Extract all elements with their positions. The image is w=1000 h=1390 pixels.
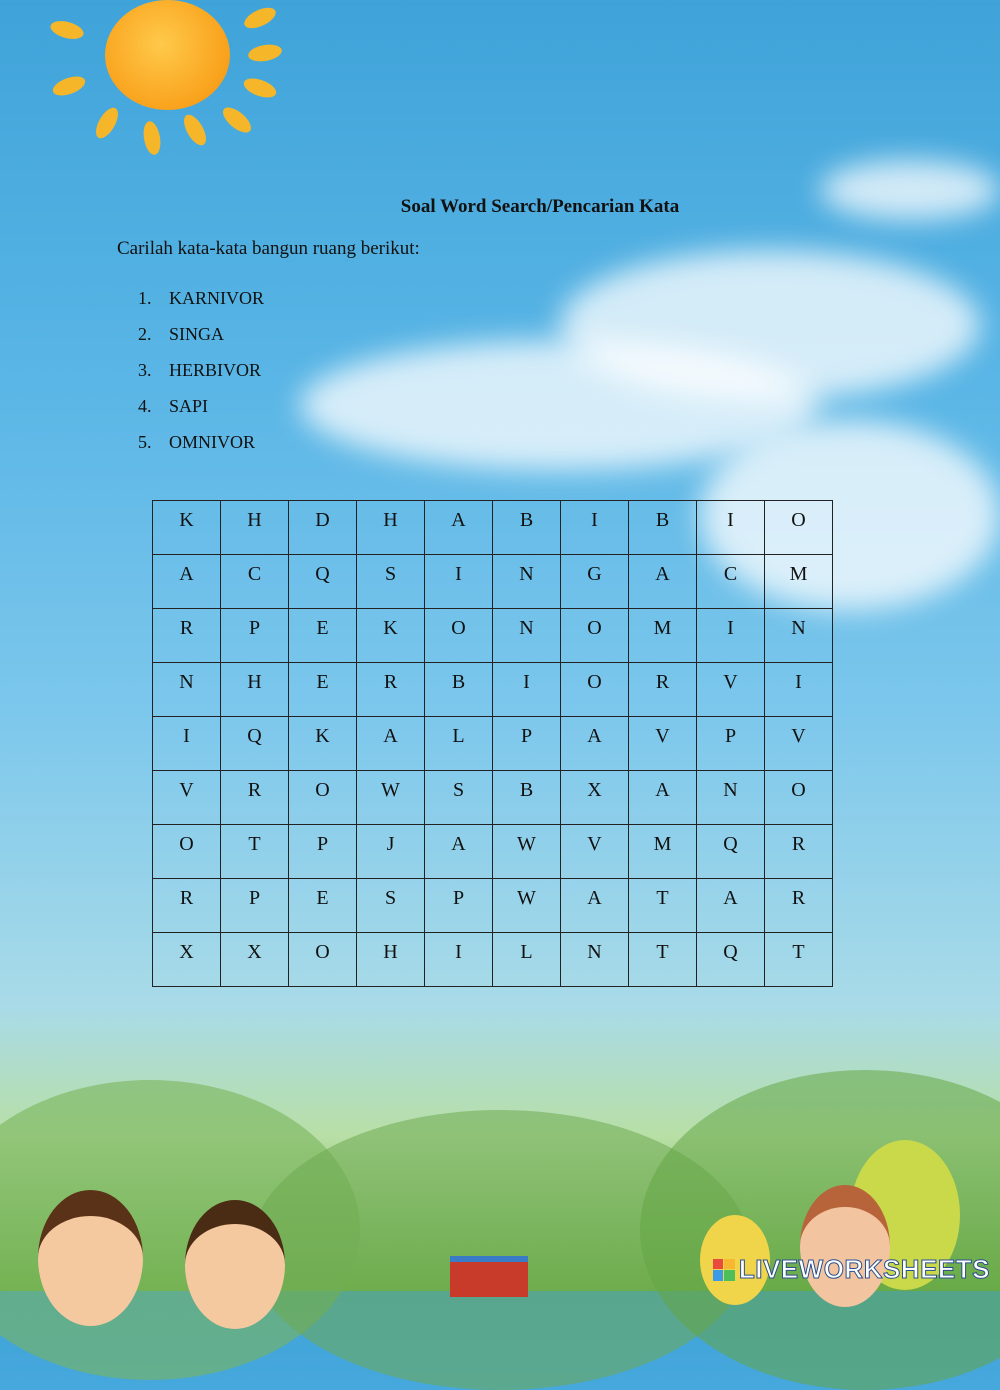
grid-row	[153, 879, 833, 933]
word-herbivor: HERBIVOR	[169, 359, 262, 380]
grid-cell[interactable]: R	[765, 879, 833, 933]
grid-cell[interactable]: N	[493, 609, 561, 663]
list-number: 2.	[138, 323, 152, 344]
grid-cell[interactable]: Q	[697, 825, 765, 879]
grid-cell[interactable]: O	[425, 609, 493, 663]
grid-cell[interactable]: S	[357, 555, 425, 609]
grid-cell[interactable]: R	[153, 609, 221, 663]
grid-cell[interactable]: J	[357, 825, 425, 879]
grid-cell[interactable]: R	[765, 825, 833, 879]
grid-cell[interactable]: V	[153, 771, 221, 825]
grid-cell[interactable]: K	[357, 609, 425, 663]
grid-cell[interactable]: O	[153, 825, 221, 879]
grid-cell[interactable]: M	[629, 609, 697, 663]
grid-cell[interactable]: W	[357, 771, 425, 825]
grid-cell[interactable]: S	[357, 879, 425, 933]
grid-cell[interactable]: A	[357, 717, 425, 771]
grid-cell[interactable]: C	[221, 555, 289, 609]
grid-cell[interactable]: L	[425, 717, 493, 771]
grid-cell[interactable]: P	[493, 717, 561, 771]
grid-row	[153, 555, 833, 609]
grid-cell[interactable]: T	[629, 879, 697, 933]
grid-cell[interactable]: M	[765, 555, 833, 609]
grid-row	[153, 501, 833, 555]
grid-cell[interactable]: P	[289, 825, 357, 879]
grid-cell[interactable]: E	[289, 879, 357, 933]
liveworksheets-logo	[713, 1254, 990, 1285]
grid-cell[interactable]: N	[765, 609, 833, 663]
grid-cell[interactable]: R	[357, 663, 425, 717]
grid-cell[interactable]: V	[629, 717, 697, 771]
list-number: 1.	[138, 287, 152, 308]
grid-row	[153, 825, 833, 879]
grid-cell[interactable]: B	[629, 501, 697, 555]
grid-cell[interactable]: O	[561, 609, 629, 663]
grid-cell[interactable]: I	[153, 717, 221, 771]
grid-cell[interactable]: Q	[221, 717, 289, 771]
grid-cell[interactable]: B	[493, 771, 561, 825]
grid-cell[interactable]: A	[561, 717, 629, 771]
grid-cell[interactable]: I	[561, 501, 629, 555]
brand-name: LIVEWORKSHEETS	[738, 1254, 990, 1284]
grid-row	[153, 771, 833, 825]
word-karnivor: KARNIVOR	[169, 287, 265, 308]
grid-cell[interactable]: N	[493, 555, 561, 609]
grid-cell[interactable]: H	[357, 933, 425, 987]
grid-cell[interactable]: R	[629, 663, 697, 717]
grid-cell[interactable]: K	[289, 717, 357, 771]
grid-cell[interactable]: Q	[289, 555, 357, 609]
grid-cell[interactable]: G	[561, 555, 629, 609]
grid-cell[interactable]: B	[425, 663, 493, 717]
grid-cell[interactable]: I	[697, 501, 765, 555]
grid-cell[interactable]: P	[221, 609, 289, 663]
grid-cell[interactable]: N	[697, 771, 765, 825]
grid-cell[interactable]: C	[697, 555, 765, 609]
grid-cell[interactable]: E	[289, 663, 357, 717]
grid-cell[interactable]: A	[153, 555, 221, 609]
grid-cell[interactable]: Q	[697, 933, 765, 987]
grid-cell[interactable]: V	[697, 663, 765, 717]
grid-cell[interactable]: V	[561, 825, 629, 879]
grid-cell[interactable]: P	[221, 879, 289, 933]
list-number: 5.	[138, 431, 152, 452]
grid-cell[interactable]: O	[765, 501, 833, 555]
grid-cell[interactable]: A	[697, 879, 765, 933]
grid-cell[interactable]: O	[561, 663, 629, 717]
grid-cell[interactable]: I	[493, 663, 561, 717]
grid-cell[interactable]: W	[493, 879, 561, 933]
grid-cell[interactable]: X	[561, 771, 629, 825]
grid-cell[interactable]: M	[629, 825, 697, 879]
grid-cell[interactable]: O	[765, 771, 833, 825]
grid-cell[interactable]: H	[357, 501, 425, 555]
word-sapi: SAPI	[169, 395, 209, 416]
grid-cell[interactable]: N	[561, 933, 629, 987]
grid-cell[interactable]: N	[153, 663, 221, 717]
grid-row	[153, 717, 833, 771]
grid-cell[interactable]: T	[765, 933, 833, 987]
logo-icon	[713, 1259, 735, 1281]
grid-row	[153, 609, 833, 663]
list-item	[138, 352, 264, 388]
grid-cell[interactable]: S	[425, 771, 493, 825]
grid-cell[interactable]: A	[561, 879, 629, 933]
word-list	[138, 280, 264, 460]
list-item	[138, 388, 264, 424]
grid-cell[interactable]: X	[221, 933, 289, 987]
grid-cell[interactable]: A	[425, 825, 493, 879]
grid-cell[interactable]: B	[493, 501, 561, 555]
word-search-grid	[152, 500, 833, 987]
word-singa: SINGA	[169, 323, 225, 344]
grid-cell[interactable]: H	[221, 501, 289, 555]
grid-cell[interactable]: P	[425, 879, 493, 933]
grid-cell[interactable]: I	[765, 663, 833, 717]
grid-row	[153, 933, 833, 987]
grid-cell[interactable]: O	[289, 771, 357, 825]
grid-cell[interactable]: O	[289, 933, 357, 987]
list-item	[138, 280, 264, 316]
grid-cell[interactable]: P	[697, 717, 765, 771]
grid-cell[interactable]: R	[153, 879, 221, 933]
grid-cell[interactable]: I	[425, 555, 493, 609]
grid-cell[interactable]: L	[493, 933, 561, 987]
grid-cell[interactable]: A	[629, 555, 697, 609]
grid-cell[interactable]: I	[697, 609, 765, 663]
grid-cell[interactable]: A	[629, 771, 697, 825]
list-number: 3.	[138, 359, 152, 380]
grid-cell[interactable]: T	[221, 825, 289, 879]
list-item	[138, 424, 264, 460]
word-omnivor: OMNIVOR	[169, 431, 256, 452]
grid-cell[interactable]: T	[629, 933, 697, 987]
grid-cell[interactable]: W	[493, 825, 561, 879]
grid-cell[interactable]: E	[289, 609, 357, 663]
grid-row	[153, 663, 833, 717]
grid-cell[interactable]: D	[289, 501, 357, 555]
grid-cell[interactable]: V	[765, 717, 833, 771]
list-number: 4.	[138, 395, 152, 416]
grid-cell[interactable]: K	[153, 501, 221, 555]
instruction-text: Carilah kata-kata bangun ruang berikut:	[117, 238, 420, 259]
grid-cell[interactable]: H	[221, 663, 289, 717]
grid-cell[interactable]: A	[425, 501, 493, 555]
list-item	[138, 316, 264, 352]
grid-cell[interactable]: I	[425, 933, 493, 987]
grid-cell[interactable]: X	[153, 933, 221, 987]
grid-cell[interactable]: R	[221, 771, 289, 825]
worksheet-title: Soal Word Search/Pencarian Kata	[400, 196, 680, 217]
